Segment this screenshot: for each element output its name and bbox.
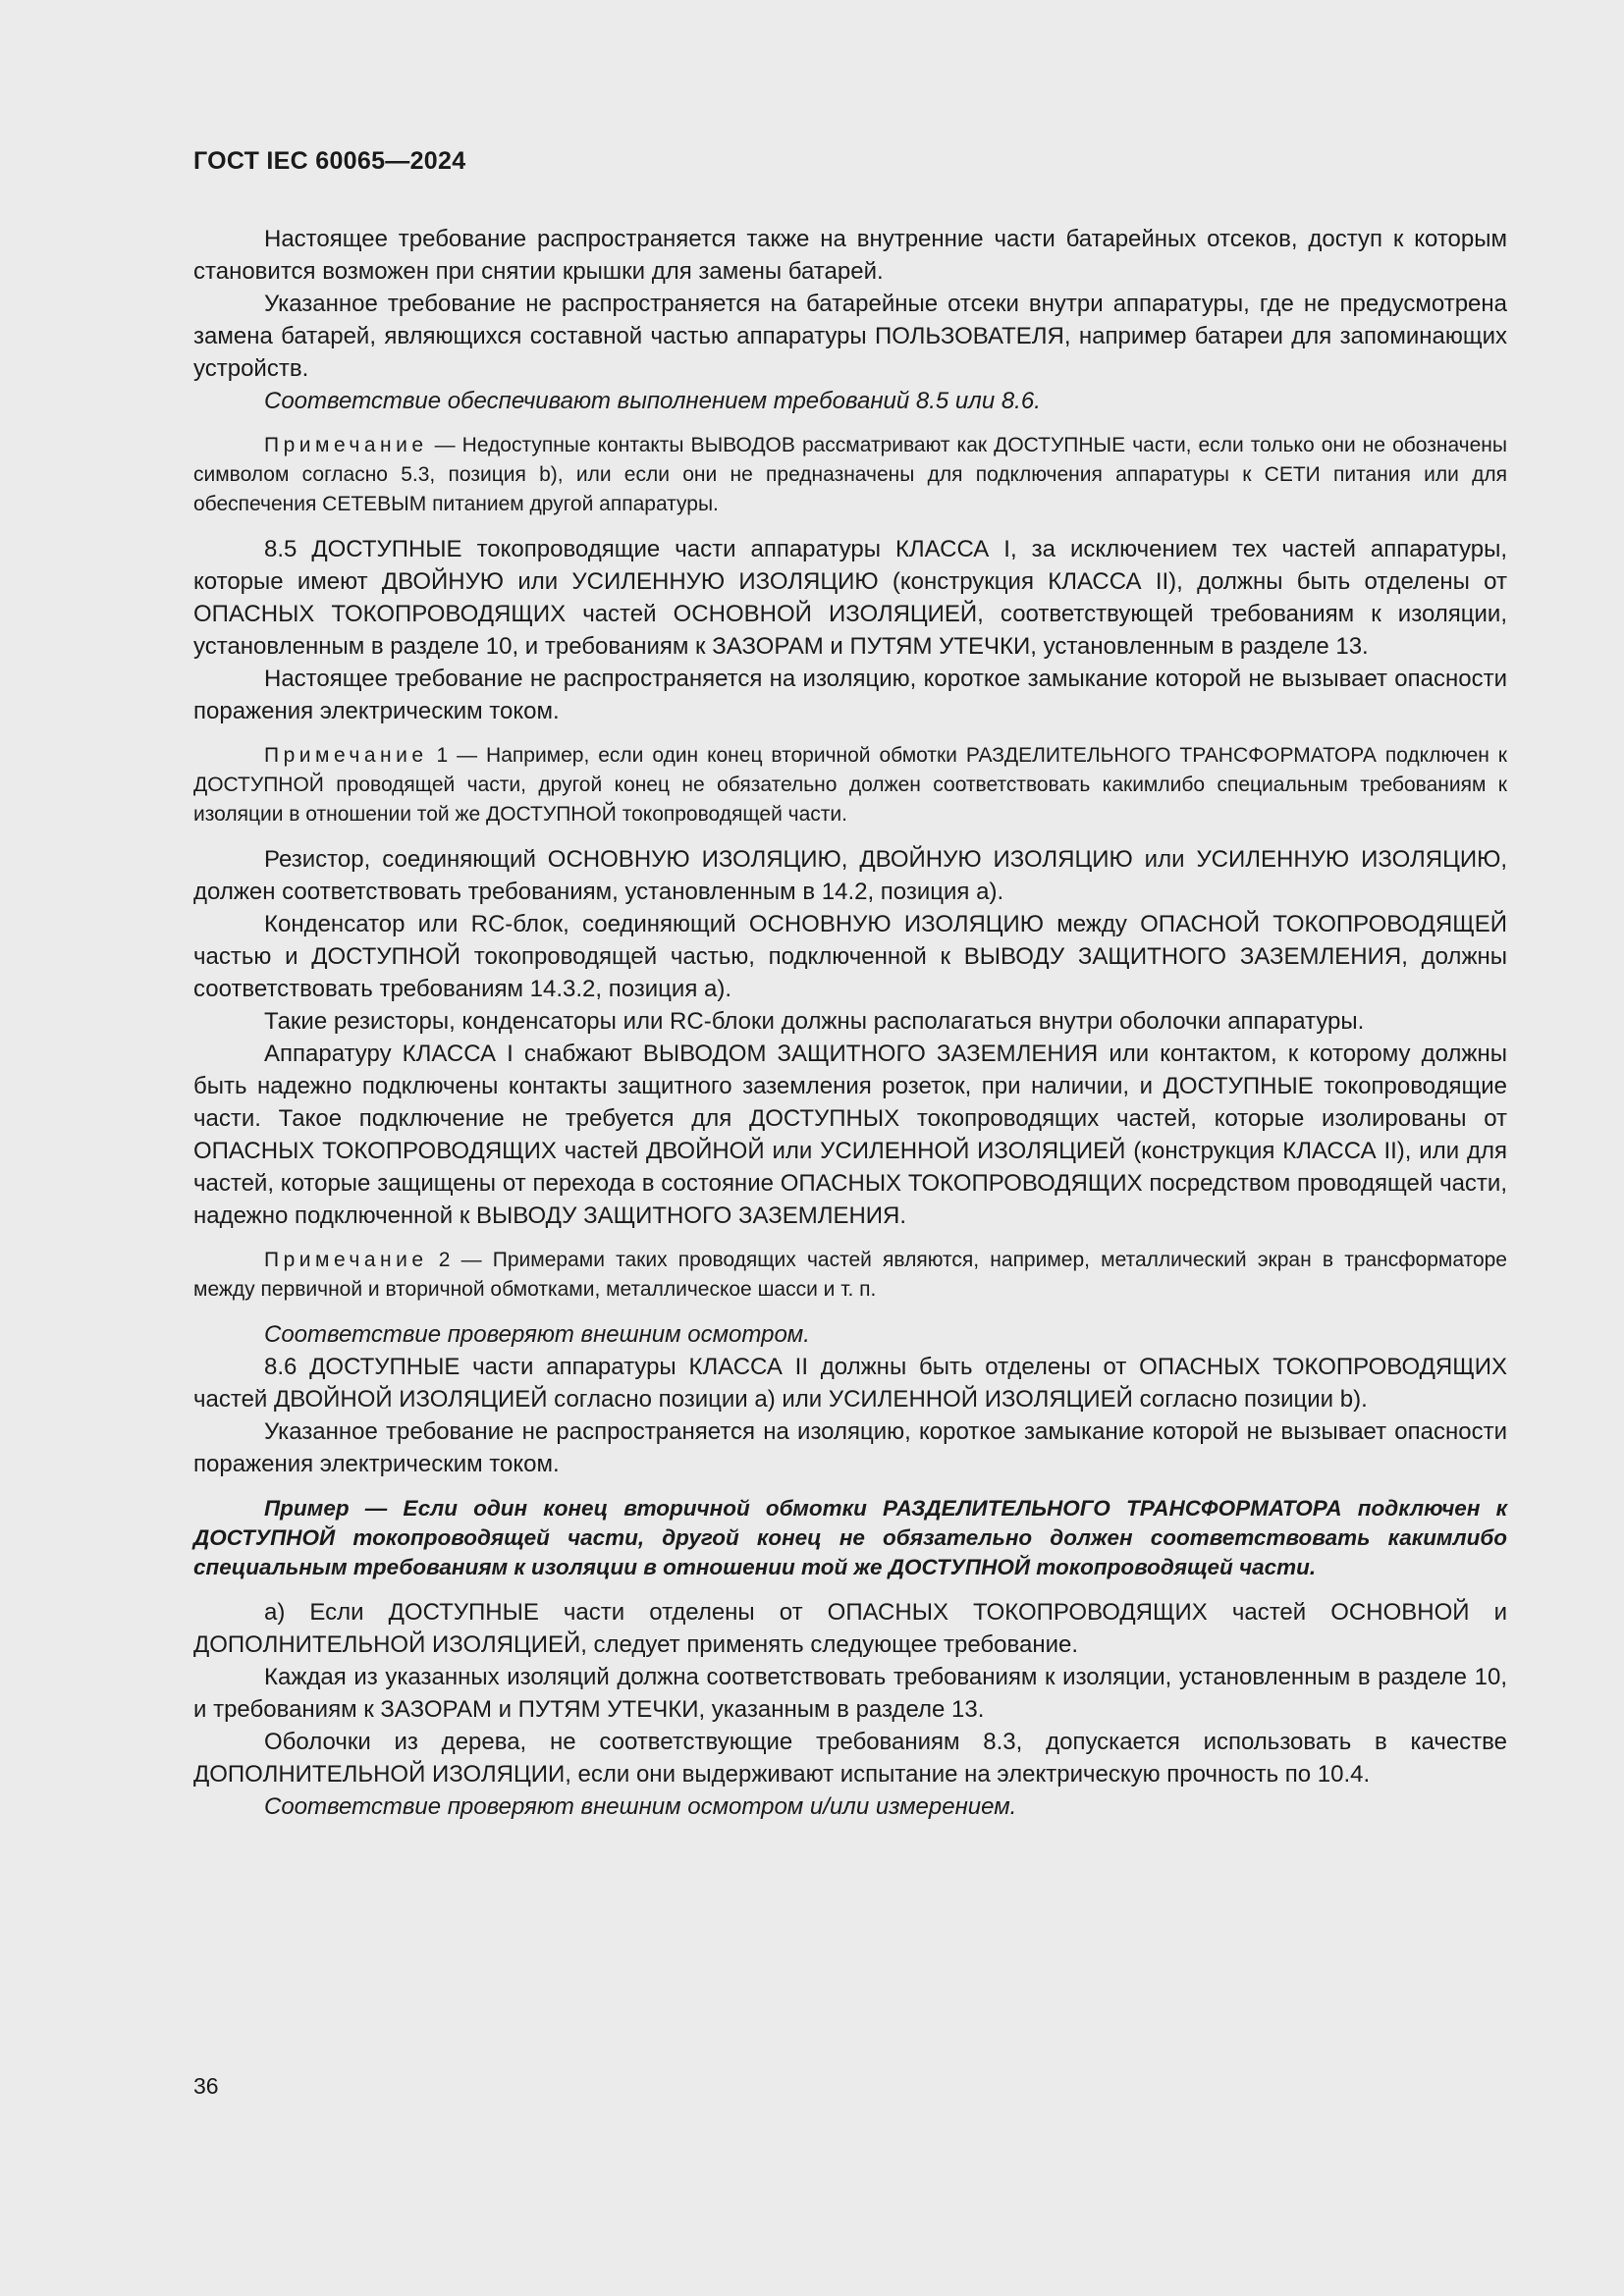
note-label: Примечание [264, 1249, 428, 1271]
page-number: 36 [193, 2073, 219, 2099]
example: Пример — Если один конец вторичной обмотки РАЗДЕЛИТЕЛЬНОГО ТРАНСФОРМАТОРА подключен к ДОСТУПНОЙ токопроводящей части, другой конец не обязательно должен соответствовать какимлибо специальным требованиям к изоляции в отношении той же ДОСТУПНОЙ токопроводящей части. [193, 1496, 1507, 1579]
page-body [193, 223, 1507, 1823]
note-text: 2 — Примерами таких проводящих частей являются, например, металлический экран в трансформаторе между первичной и вторичной обмотками, металлическое шасси и т. п. [193, 1249, 1507, 1301]
paragraph: Указанное требование не распространяется на изоляцию, короткое замыкание которой не вызывает опасности поражения электрическим током. [193, 1418, 1507, 1477]
paragraph-8-5: 8.5 ДОСТУПНЫЕ токопроводящие части аппаратуры КЛАССА I, за исключением тех частей аппаратуры, которые имеют ДВОЙНУЮ или УСИЛЕННУЮ ИЗОЛЯЦИЮ (конструкция КЛАССА II), должны быть отделены от ОПАСНЫХ ТОКОПРОВОДЯЩИХ частей ОСНОВНОЙ ИЗОЛЯЦИЕЙ, соответствующей требованиям к изоляции, установленным в разделе 10, и требованиям к ЗАЗОРАМ и ПУТЯМ УТЕЧКИ, установленным в разделе 13. [193, 536, 1507, 660]
paragraph: Каждая из указанных изоляций должна соответствовать требованиям к изоляции, установленным в разделе 10, и требованиям к ЗАЗОРАМ и ПУТЯМ УТЕЧКИ, указанным в разделе 13. [193, 1664, 1507, 1723]
paragraph: Настоящее требование распространяется также на внутренние части батарейных отсеков, доступ к которым становится возможен при снятии крышки для замены батарей. [193, 226, 1507, 285]
paragraph: Конденсатор или RC-блок, соединяющий ОСНОВНУЮ ИЗОЛЯЦИЮ между ОПАСНОЙ ТОКОПРОВОДЯЩЕЙ частью и ДОСТУПНОЙ токопроводящей частью, подключенной к ВЫВОДУ ЗАЩИТНОГО ЗАЗЕМЛЕНИЯ, должны соответствовать требованиям 14.3.2, позиция а). [193, 911, 1507, 1002]
note-text: — Недоступные контакты ВЫВОДОВ рассматривают как ДОСТУПНЫЕ части, если только они не обозначены символом согласно 5.3, позиция b), или если они не предназначены для подключения аппаратуры к СЕТИ питания или для обеспечения СЕТЕВЫМ питанием другой аппаратуры. [193, 434, 1507, 515]
note [193, 741, 1507, 829]
paragraph-item-a: а) Если ДОСТУПНЫЕ части отделены от ОПАСНЫХ ТОКОПРОВОДЯЩИХ частей ОСНОВНОЙ и ДОПОЛНИТЕЛЬНОЙ ИЗОЛЯЦИЕЙ, следует применять следующее требование. [193, 1599, 1507, 1658]
paragraph: Резистор, соединяющий ОСНОВНУЮ ИЗОЛЯЦИЮ, ДВОЙНУЮ ИЗОЛЯЦИЮ или УСИЛЕННУЮ ИЗОЛЯЦИЮ, должен соответствовать требованиям, установленным в 14.2, позиция а). [193, 846, 1507, 905]
note-label: Примечание [264, 434, 428, 456]
paragraph: Аппаратуру КЛАССА I снабжают ВЫВОДОМ ЗАЩИТНОГО ЗАЗЕМЛЕНИЯ или контактом, к которому должны быть надежно подключены контакты защитного заземления розеток, при наличии, и ДОСТУПНЫЕ токопроводящие части. Такое подключение не требуется для ДОСТУПНЫХ токопроводящих частей, которые изолированы от ОПАСНЫХ ТОКОПРОВОДЯЩИХ частей ДВОЙНОЙ или УСИЛЕННОЙ ИЗОЛЯЦИЕЙ (конструкция КЛАССА II), или для частей, которые защищены от перехода в состояние ОПАСНЫХ ТОКОПРОВОДЯЩИХ посредством проводящей части, надежно подключенной к ВЫВОДУ ЗАЩИТНОГО ЗАЗЕМЛЕНИЯ. [193, 1041, 1507, 1229]
note-text: 1 — Например, если один конец вторичной обмотки РАЗДЕЛИТЕЛЬНОГО ТРАНСФОРМАТОРА подключен к ДОСТУПНОЙ проводящей части, другой конец не обязательно должен соответствовать какимлибо специальным требованиям к изоляции в отношении той же ДОСТУПНОЙ токопроводящей части. [193, 744, 1507, 826]
note [193, 431, 1507, 519]
paragraph: Указанное требование не распространяется на батарейные отсеки внутри аппаратуры, где не предусмотрена замена батарей, являющихся составной частью аппаратуры ПОЛЬЗОВАТЕЛЯ, например батареи для запоминающих устройств. [193, 291, 1507, 382]
paragraph: Такие резисторы, конденсаторы или RC-блоки должны располагаться внутри оболочки аппаратуры. [264, 1008, 1365, 1035]
paragraph: Оболочки из дерева, не соответствующие требованиям 8.3, допускается использовать в качестве ДОПОЛНИТЕЛЬНОЙ ИЗОЛЯЦИИ, если они выдерживают испытание на электрическую прочность по 10.4. [193, 1729, 1507, 1788]
paragraph-8-6: 8.6 ДОСТУПНЫЕ части аппаратуры КЛАССА II должны быть отделены от ОПАСНЫХ ТОКОПРОВОДЯЩИХ частей ДВОЙНОЙ ИЗОЛЯЦИЕЙ согласно позиции а) или УСИЛЕННОЙ ИЗОЛЯЦИЕЙ согласно позиции b). [193, 1354, 1507, 1413]
paragraph: Настоящее требование не распространяется на изоляцию, короткое замыкание которой не вызывает опасности поражения электрическим током. [193, 666, 1507, 724]
compliance-paragraph: Соответствие проверяют внешним осмотром. [264, 1321, 810, 1348]
compliance-paragraph: Соответствие обеспечивают выполнением требований 8.5 или 8.6. [264, 388, 1041, 414]
note [193, 1246, 1507, 1305]
compliance-paragraph: Соответствие проверяют внешним осмотром и/или измерением. [264, 1793, 1017, 1820]
document-header: ГОСТ IEC 60065—2024 [193, 147, 466, 175]
note-label: Примечание [264, 744, 428, 767]
